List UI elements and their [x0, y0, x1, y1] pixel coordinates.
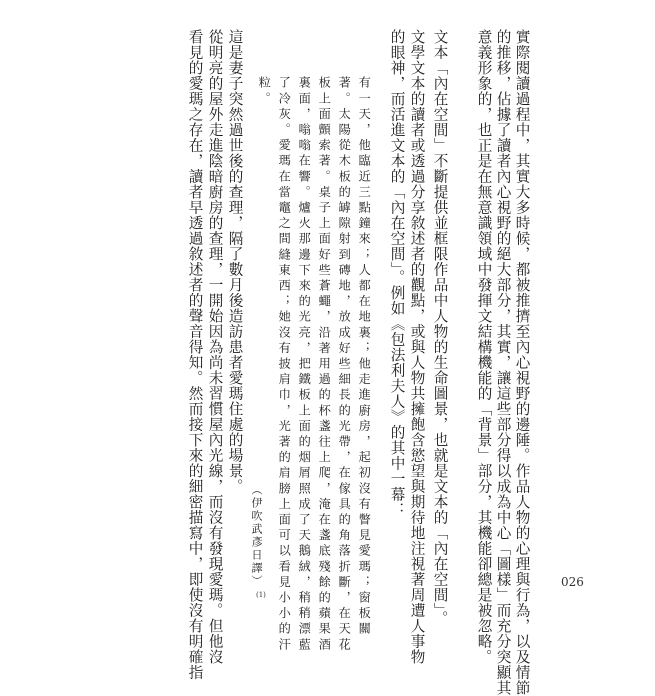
body-column-8: 從明亮的屋外走進陰暗廚房的查理，一開始因為尚未習慣屋內光線，而沒有發現愛瑪。但他沒: [206, 29, 224, 665]
footnote-marker: (1): [256, 591, 266, 599]
body-column-5: 文學文本的讀者或透過分享敘述者的觀點，或與人物共擁飽含慾望與期待地注視著周遭人事物: [408, 29, 426, 665]
body-column-7: 這是妻子突然過世後的查理，隔了數月後造訪患者愛瑪住處的場景。: [226, 29, 244, 494]
body-column-1: 實際閱讀過程中，其實大多時候，都被推擠至內心視野的邊陲。作品人物的心理與行為，以及情節: [513, 29, 531, 696]
body-column-9: 看見的愛瑪之存在，讀者早透過敘述者的聲音得知。然而接下來的細密描寫中，即使沒有明確指: [186, 29, 204, 680]
translator-credit: （伊吹武彥日譯）: [250, 484, 263, 588]
quote-column-2: 著。太陽從木板的罅隙射到磚地，放成好些細長的光帶，在傢具的角落折斷，在天花: [337, 76, 352, 654]
quote-column-3: 板上面顫索著。桌子上面好些蒼蠅，沿著用過的杯盞往上爬，淹在盞底殘餘的蘋果酒: [317, 76, 332, 654]
quote-column-4: 裏面，嗡嗡在響。爐火那邊下來的光亮，把鐵板上面的烟屑照成了天鵝絨，稍稍漂藍: [297, 76, 312, 654]
body-column-6: 的眼神，而活進文本的「內在空間」。例如《包法利夫人》的其中一幕：: [388, 29, 406, 518]
body-column-3: 意義形象的，也正是在無意識領域中發揮文結構機能的「背景」部分，其機能卻總是被忽略。: [475, 29, 493, 665]
body-column-4: 文本「內在空間」不斷提供並框限作品中人物的生命圖景，也就是文本的「內在空間」。: [431, 29, 449, 627]
quote-column-6: 粒。: [257, 76, 272, 108]
quote-column-5: 了冷灰。愛瑪在當竈之間縫東西；她沒有披肩巾，光著的肩膀上面可以看見小小的汗: [277, 76, 292, 654]
page-number: 026: [561, 575, 584, 589]
body-column-2: 的推移，佔據了讀者內心視野的絕大部分，其實，讓這些部分得以成為中心「圖樣」而充分突顯其: [494, 29, 512, 696]
quote-column-1: 有一天，他臨近三點鐘來；人都在地裏；他走進廚房，起初沒有瞥見愛瑪；窗板關: [357, 76, 372, 638]
